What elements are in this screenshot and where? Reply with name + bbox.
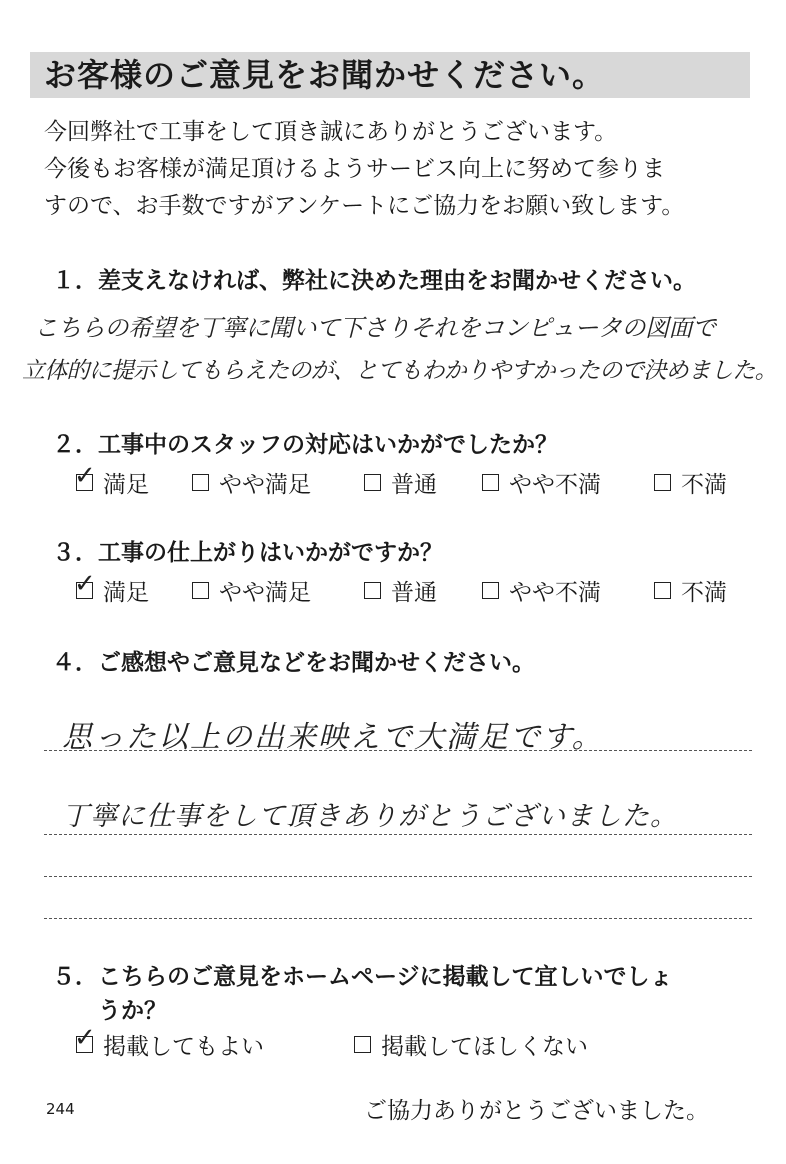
checkbox[interactable] (74, 1023, 96, 1053)
question-5-label-line-1: ５．こちらのご意見をホームページに掲載して宜しいでしょ (52, 964, 673, 990)
question-2-label: ２．工事中のスタッフの対応はいかがでしたか？ (52, 432, 558, 458)
answer-line-divider (44, 834, 752, 835)
question-4-answer-line-1: 思った以上の出来映えで大満足です。 (62, 720, 604, 755)
q2-option-somewhat-satisfied[interactable] (192, 466, 311, 499)
question-3-label: ３．工事の仕上がりはいかがですか？ (52, 540, 443, 566)
page-title: お客様のご意見をお聞かせください。 (44, 56, 606, 94)
q5-option-allow[interactable] (74, 1023, 264, 1061)
checkmark-icon: ✓ (74, 1023, 96, 1053)
checkbox[interactable] (654, 582, 671, 599)
answer-line-divider (44, 750, 752, 751)
intro-line-3: すので、お手数ですがアンケートにご協力をお願い致します。 (44, 193, 685, 219)
q2-option-somewhat-dissatisfied[interactable] (482, 466, 601, 499)
option-label: 普通 (391, 472, 437, 498)
footer-thanks: ご協力ありがとうございました。 (364, 1098, 709, 1124)
q5-option-disallow[interactable] (354, 1028, 588, 1061)
q3-option-somewhat-satisfied[interactable] (192, 574, 311, 607)
checkbox[interactable] (74, 461, 96, 491)
question-4-answer-line-2: 丁寧に仕事をして頂きありがとうございました。 (62, 801, 678, 832)
question-1-answer-line-1: こちらの希望を丁寧に聞いて下さりそれをコンピュータの図面で (34, 314, 716, 342)
option-label: 満足 (103, 580, 149, 606)
intro-line-2: 今後もお客様が満足頂けるようサービス向上に努めて参りま (44, 156, 665, 182)
page-number: 244 (46, 1100, 75, 1118)
checkbox[interactable] (74, 569, 96, 599)
question-1-answer-line-2: 立体的に提示してもらえたのが、とてもわかりやすかったので決めました。 (22, 358, 777, 384)
question-4-label: ４．ご感想やご意見などをお聞かせください。 (52, 650, 535, 676)
checkbox[interactable] (482, 474, 499, 491)
option-label: 満足 (103, 472, 149, 498)
checkbox[interactable] (482, 582, 499, 599)
option-label: やや不満 (509, 580, 601, 606)
option-label: 不満 (681, 472, 727, 498)
question-1-label: １．差支えなければ、弊社に決めた理由をお聞かせください。 (52, 268, 696, 294)
q2-option-neutral[interactable] (364, 466, 437, 499)
option-label: やや満足 (219, 580, 311, 606)
option-label: 不満 (681, 580, 727, 606)
q2-option-satisfied[interactable] (74, 461, 149, 499)
option-label: 掲載してもよい (103, 1034, 264, 1060)
option-label: やや不満 (509, 472, 601, 498)
checkmark-icon: ✓ (74, 569, 96, 599)
checkbox[interactable] (192, 474, 209, 491)
intro-line-1: 今回弊社で工事をして頂き誠にありがとうございます。 (44, 119, 618, 145)
answer-line-divider (44, 918, 752, 919)
checkbox[interactable] (654, 474, 671, 491)
q3-option-somewhat-dissatisfied[interactable] (482, 574, 601, 607)
q3-option-neutral[interactable] (364, 574, 437, 607)
checkbox[interactable] (364, 582, 381, 599)
answer-line-divider (44, 876, 752, 877)
checkmark-icon: ✓ (74, 461, 96, 491)
checkbox[interactable] (192, 582, 209, 599)
intro-text (44, 114, 764, 225)
q3-option-satisfied[interactable] (74, 569, 149, 607)
checkbox[interactable] (354, 1036, 371, 1053)
checkbox[interactable] (364, 474, 381, 491)
option-label: 普通 (391, 580, 437, 606)
option-label: 掲載してほしくない (381, 1034, 588, 1060)
q2-option-dissatisfied[interactable] (654, 466, 727, 499)
option-label: やや満足 (219, 472, 311, 498)
question-5-label-line-2: うか？ (98, 998, 167, 1024)
q3-option-dissatisfied[interactable] (654, 574, 727, 607)
